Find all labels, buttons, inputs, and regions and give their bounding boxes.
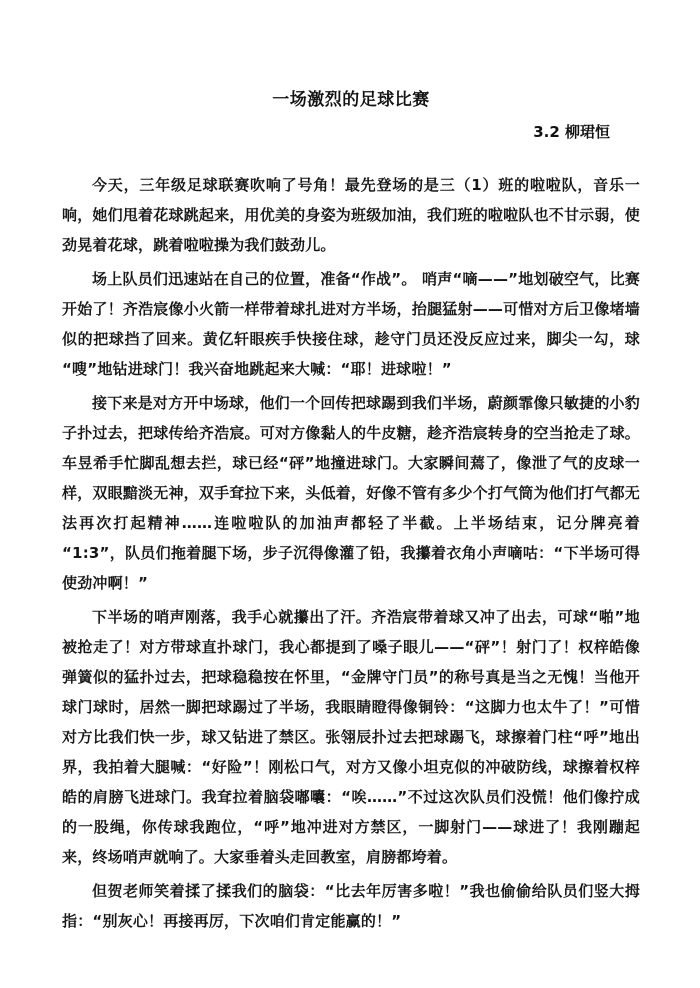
document-title: 一场激烈的足球比赛 xyxy=(272,90,430,110)
body-paragraph-3: 接下来是对方开中场球，他们一个回传把球踢到我们半场，蔚颜霏像只敏捷的小豹子扑过去，把球传给齐浩宸。可对方像黏人的牛皮糖，趁齐浩宸转身的空当抢走了球。车昱希手忙脚乱想去拦，球已经“砰”地撞进球门。大家瞬间蔫了，像泄了气的皮球一样，双眼黯淡无神，双手耷拉下来，头低着，好像不管有多少个打气筒为他们打气都无法再次打起精神……连啦啦队的加油声都轻了半截。上半场结束，记分牌亮着“1:3”，队员们拖着腿下场，步子沉得像灌了铅，我攥着衣角小声嘀咕：“下半场可得使劲冲啊！” xyxy=(62,394,640,592)
body-paragraph-5: 但贺老师笑着揉了揉我们的脑袋：“比去年厉害多啦！”我也偷偷给队员们竖大拇指：“别灰心！再接再厉，下次咱们肯定能赢的！” xyxy=(62,882,640,930)
body-paragraph-4: 下半场的哨声刚落，我手心就攥出了汗。齐浩宸带着球又冲了出去，可球“啪”地被抢走了！对方带球直扑球门，我心都提到了嗓子眼儿——“砰”！射门了！权梓皓像弹簧似的猛扑过去，把球稳稳按在怀里，“金牌守门员”的称号真是当之无愧！当他开球门球时，居然一脚把球踢过了半场，我眼睛瞪得像铜铃：“这脚力也太牛了！”可惜对方比我们快一步，球又钻进了禁区。张翎辰扑过去把球踢飞，球擦着门柱“呼”地出界，我拍着大腿喊：“好险”！刚松口气，对方又像小坦克似的冲破防线，球擦着权梓皓的肩膀飞进球门。我耷拉着脑袋嘟囔：“唉……”不过这次队员们没慌！他们像拧成的一股绳，你传球我跑位，“呼”地冲进对方禁区，一脚射门——球进了！我刚蹦起来，终场哨声就响了。大家垂着头走回教室，肩膀都垮着。 xyxy=(62,608,640,866)
author-line: 3.2 柳珺恒 xyxy=(533,123,610,141)
body-paragraph-1: 今天，三年级足球联赛吹响了号角！最先登场的是三（1）班的啦啦队，音乐一响，她们甩着花球跳起来，用优美的身姿为班级加油，我们班的啦啦队也不甘示弱，使劲晃着花球，跳着啦啦操为我们鼓劲儿。 xyxy=(62,176,640,254)
body-paragraph-2: 场上队员们迅速站在自己的位置，准备“作战”。 哨声“嘀——”地划破空气，比赛开始了！齐浩宸像小火箭一样带着球扎进对方半场，抬腿猛射——可惜对方后卫像堵墙似的把球挡了回来。黄亿轩眼疾手快接住球，趁守门员还没反应过来，脚尖一勾，球“嗖”地钻进球门！我兴奋地跳起来大喊：“耶！进球啦！” xyxy=(62,270,640,378)
document-body xyxy=(62,170,640,936)
